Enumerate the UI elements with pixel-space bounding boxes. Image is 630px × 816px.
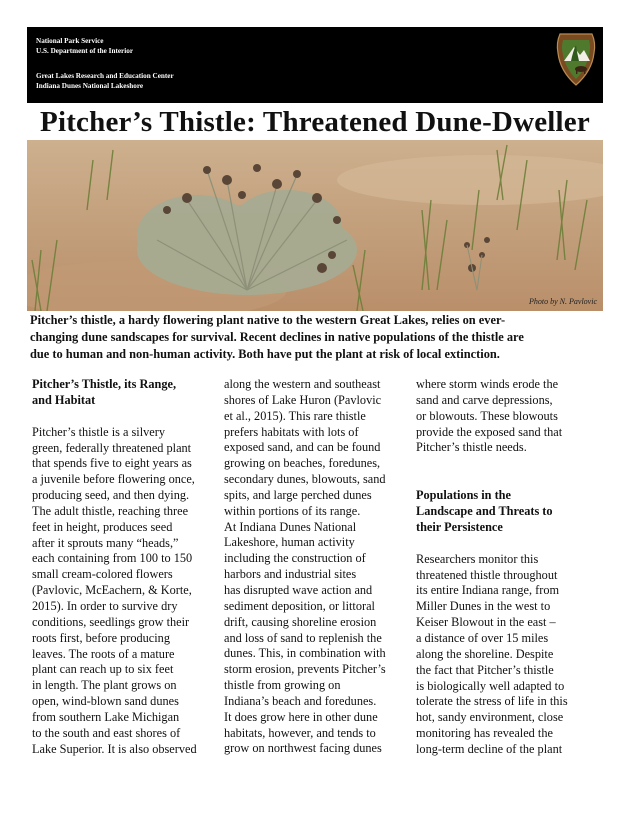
photo-credit: Photo by N. Pavlovic bbox=[529, 297, 597, 306]
body-line: (Pavlovic, McEachern, & Korte, bbox=[32, 583, 192, 598]
body-line: sediment deposition, or littoral bbox=[224, 598, 375, 613]
body-line: hot, sandy environment, close bbox=[416, 710, 564, 725]
body-line: dunes. This, in combination with bbox=[224, 646, 386, 661]
body-line: each containing from 100 to 150 bbox=[32, 551, 193, 566]
body-line: tolerate the stress of life in this bbox=[416, 694, 568, 709]
center-line: Indiana Dunes National Lakeshore bbox=[36, 82, 144, 90]
body-line: roots first, before producing bbox=[32, 630, 170, 645]
body-line: Pitcher’s thistle needs. bbox=[416, 440, 527, 455]
body-line: along the shoreline. Despite bbox=[416, 646, 554, 661]
body-line: prefers habitats with lots of bbox=[224, 424, 359, 439]
body-line: and loss of sand to replenish the bbox=[224, 630, 382, 645]
heading-line: their Persistence bbox=[416, 519, 503, 534]
lede-line: changing dune sandscapes for survival. Recent declines in native populations of the thistle are bbox=[30, 330, 524, 344]
body-line: conditions, seedlings grow their bbox=[32, 614, 190, 629]
body-line: secondary dunes, blowouts, sand bbox=[224, 472, 386, 487]
header-bar bbox=[27, 27, 603, 103]
body-line: including the construction of bbox=[224, 551, 366, 566]
nps-arrowhead-icon bbox=[554, 31, 598, 87]
heading-line: Pitcher’s Thistle, its Range, bbox=[32, 377, 177, 391]
body-line: storm erosion, prevents Pitcher’s bbox=[224, 662, 386, 677]
body-line: open, wind-blown sand dunes bbox=[32, 694, 179, 709]
body-line: It does grow here in other dune bbox=[224, 709, 378, 724]
body-line: Pitcher’s thistle is a silvery bbox=[32, 424, 165, 439]
body-line: harbors and industrial sites bbox=[224, 567, 357, 582]
body-line: a distance of over 15 miles bbox=[416, 630, 549, 645]
column-2 bbox=[224, 377, 410, 757]
body-line: monitoring has revealed the bbox=[416, 726, 553, 741]
lede-line: Pitcher’s thistle, a hardy flowering plant native to the western Great Lakes, relies on ever- bbox=[30, 313, 506, 327]
body-line: feet in height, produces seed bbox=[32, 519, 173, 534]
body-line: 2015). In order to survive dry bbox=[32, 598, 178, 613]
body-line: is biologically well adapted to bbox=[416, 678, 565, 693]
body-line: The adult thistle, reaching three bbox=[32, 503, 189, 518]
body-line: within portions of its range. bbox=[224, 503, 361, 518]
body-line: green, federally threatened plant bbox=[32, 440, 192, 455]
body-line: where storm winds erode the bbox=[416, 377, 559, 391]
body-line: that spends five to eight years as bbox=[32, 456, 192, 471]
body-paragraph bbox=[32, 425, 217, 758]
body-line: to the south and east shores of bbox=[32, 725, 181, 740]
pitchers-thistle-photo bbox=[27, 140, 603, 311]
body-line: et al., 2015). This rare thistle bbox=[224, 408, 366, 423]
body-line: producing seed, and then dying. bbox=[32, 488, 190, 503]
agency-line: National Park Service bbox=[36, 37, 104, 45]
page-title: Pitcher’s Thistle: Threatened Dune-Dweller bbox=[40, 106, 590, 138]
body-line: spits, and large perched dunes bbox=[224, 487, 372, 502]
body-line: in length. The plant grows on bbox=[32, 678, 177, 693]
research-center-name bbox=[36, 71, 174, 91]
section-heading-range-habitat bbox=[32, 377, 217, 409]
body-line: the fact that Pitcher’s thistle bbox=[416, 662, 554, 677]
body-line: Indiana’s beach and foredunes. bbox=[224, 693, 377, 708]
body-line: a juvenile before flowering once, bbox=[32, 472, 195, 487]
body-line: long-term decline of the plant bbox=[416, 741, 563, 756]
body-line: leaves. The roots of a mature bbox=[32, 646, 175, 661]
body-line: habitats, however, and tends to bbox=[224, 725, 376, 740]
body-line: exposed sand, and can be found bbox=[224, 440, 381, 455]
body-line: thistle from growing on bbox=[224, 678, 341, 693]
center-line: Great Lakes Research and Education Center bbox=[36, 72, 174, 80]
section-heading-populations-threats bbox=[416, 488, 602, 536]
body-line: shores of Lake Huron (Pavlovic bbox=[224, 392, 382, 407]
body-line: Lake Superior. It is also observed bbox=[32, 741, 197, 756]
body-line: Researchers monitor this bbox=[416, 551, 539, 566]
agency-name bbox=[36, 36, 133, 56]
lede-paragraph bbox=[30, 312, 600, 363]
body-line: At Indiana Dunes National bbox=[224, 519, 357, 534]
heading-line: Landscape and Threats to bbox=[416, 504, 553, 519]
body-line: provide the exposed sand that bbox=[416, 424, 563, 439]
body-line: Keiser Blowout in the east – bbox=[416, 615, 556, 630]
column-1 bbox=[32, 377, 217, 757]
body-line: drift, causing shoreline erosion bbox=[224, 614, 377, 629]
agency-line: U.S. Department of the Interior bbox=[36, 47, 134, 55]
body-line: Lakeshore, human activity bbox=[224, 535, 355, 550]
body-line: its entire Indiana range, from bbox=[416, 583, 560, 598]
heading-line: Populations in the bbox=[416, 488, 511, 503]
body-line: small cream-colored flowers bbox=[32, 567, 173, 582]
body-line: sand and carve depressions, bbox=[416, 392, 553, 407]
body-line: growing on beaches, foredunes, bbox=[224, 456, 381, 471]
body-line: grow on northwest facing dunes bbox=[224, 741, 382, 756]
body-line: from southern Lake Michigan bbox=[32, 709, 180, 724]
photo-illustration bbox=[27, 140, 603, 311]
body-line: has disrupted wave action and bbox=[224, 582, 373, 597]
heading-line: and Habitat bbox=[32, 392, 96, 407]
body-line: threatened thistle throughout bbox=[416, 567, 558, 582]
lede-line: due to human and non-human activity. Both have put the plant at risk of local extinction. bbox=[30, 347, 500, 361]
body-line: along the western and southeast bbox=[224, 377, 381, 391]
body-line: after it sprouts many “heads,” bbox=[32, 535, 179, 550]
body-line: Miller Dunes in the west to bbox=[416, 599, 551, 614]
body-line: plant can reach up to six feet bbox=[32, 662, 174, 677]
body-line: or blowouts. These blowouts bbox=[416, 408, 558, 423]
column-3 bbox=[416, 377, 602, 758]
